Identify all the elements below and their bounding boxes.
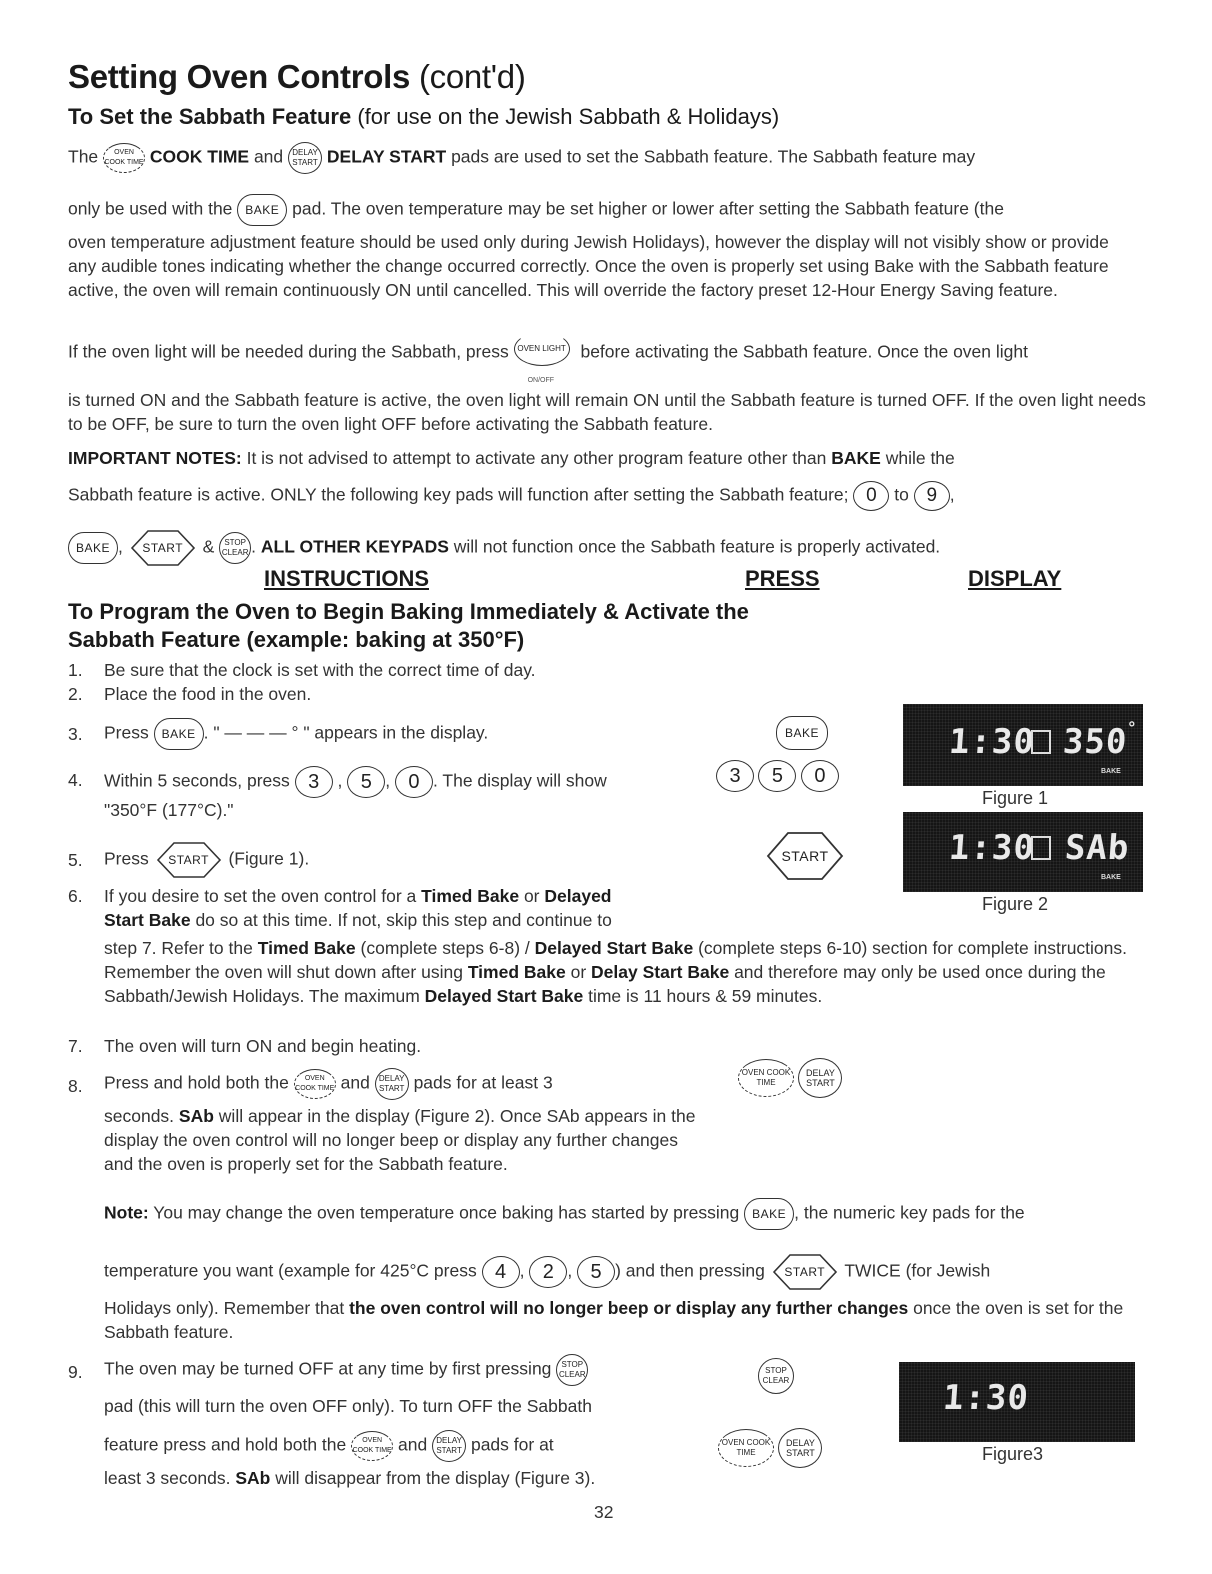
oven-light-line: If the oven light will be needed during the Sabbath, press OVEN LIGHT ON/OFF before activating the Sabbath feature. Once the oven light: [68, 338, 1168, 368]
oven-light-pad-icon: OVEN LIGHT: [514, 332, 570, 366]
step-number: 4.: [68, 770, 83, 790]
figure-3-display: [899, 1362, 1135, 1442]
press-start-pad-icon: START: [764, 830, 846, 882]
important-notes-line-2: Sabbath feature is active. ONLY the following key pads will function after setting the Sabbath feature; 0 to 9 ,: [68, 481, 1188, 511]
four-pad-icon: 4: [482, 1256, 520, 1288]
start-pad-icon: START: [770, 1252, 840, 1292]
section-heading: To Set the Sabbath Feature (for use on the Jewish Sabbath & Holidays): [68, 104, 780, 129]
figure-3-caption: Figure3: [982, 1444, 1044, 1464]
display-bake-label: BAKE: [1101, 768, 1121, 775]
delay-start-pad-icon: DELAY START: [432, 1430, 466, 1462]
step-4-display-text: "350°F (177°C).": [104, 800, 234, 820]
bake-pad-icon: BAKE: [154, 718, 204, 750]
important-notes-line-3: BAKE , START & STOP CLEAR . ALL OTHER KEYPADS will not function once the Sabbath feature is properly activated.: [68, 528, 1188, 568]
cook-time-pad-icon: OVEN COOK TIME: [294, 1069, 336, 1099]
step-4: Within 5 seconds, press 3 , 5 , 0 . The display will show: [104, 766, 724, 798]
display-indicator-box: [1031, 836, 1051, 860]
two-pad-icon: 2: [529, 1256, 567, 1288]
step-number: 3.: [68, 724, 83, 744]
step-number: 9.: [68, 1362, 83, 1382]
step-number: 6.: [68, 886, 83, 906]
press-cook-time-delay-start: [718, 1428, 822, 1468]
bake-pad-icon: BAKE: [744, 1198, 794, 1230]
step-5: Press START (Figure 1).: [104, 840, 309, 880]
step-9-line-2: pad (this will turn the oven OFF only). To turn OFF the Sabbath: [104, 1396, 592, 1416]
step-8-line-1: Press and hold both the OVEN COOK TIME and DELAY START pads for at least 3: [104, 1068, 553, 1100]
step-9-line-4: least 3 seconds. SAb will disappear from the display (Figure 3).: [104, 1468, 596, 1488]
zero-pad-icon: 0: [395, 766, 433, 798]
display-temperature: 350: [1061, 722, 1129, 762]
instructions-heading: INSTRUCTIONS: [264, 566, 429, 591]
note-paragraph: Holidays only). Remember that the oven control will no longer beep or display any further changes once the oven is set for the Sabbath feature.: [104, 1298, 1124, 1342]
step-number: 2.: [68, 684, 83, 704]
display-time: 1:30: [941, 1378, 1031, 1418]
start-pad-icon: START: [128, 528, 198, 568]
oven-light-paragraph: is turned ON and the Sabbath feature is active, the oven light will remain ON until the Sabbath feature is turned OFF. If the oven light needs to be OFF, be sure to turn the oven light OFF before activating the Sabbath feature.: [68, 390, 1146, 434]
intro-paragraph: oven temperature adjustment feature should be used only during Jewish Holidays), however the display will not visibly show or provide any audible tones indicating whether the change occurred correctly. Once the oven is properly set using Bake with the Sabbath feature active, the oven will remain continuously ON until cancelled. This will override the factory preset 12-Hour Energy Saving feature.: [68, 232, 1109, 300]
stop-clear-pad-icon: STOP CLEAR: [219, 532, 251, 564]
step-9-line-3: feature press and hold both the OVEN COOK TIME and DELAY START pads for at: [104, 1430, 554, 1462]
step-number: 7.: [68, 1036, 83, 1056]
note-line-2: temperature you want (example for 425°C press 4 , 2 , 5 ) and then pressing START TWICE (for Jewish: [104, 1252, 1164, 1292]
oven-light-onoff-label: ON/OFF: [527, 377, 555, 384]
step-9-line-1: The oven may be turned OFF at any time by first pressing STOP CLEAR: [104, 1354, 724, 1386]
display-sabbath-code: SAb: [1063, 828, 1131, 868]
five-pad-icon: 5: [347, 766, 385, 798]
step-8-paragraph: seconds. SAb will appear in the display (Figure 2). Once SAb appears in the display the oven control will no longer beep or display any further changes and the oven is properly set for the Sabbath feature.: [104, 1106, 696, 1174]
display-time: 1:30: [947, 722, 1037, 762]
important-notes-line-1: IMPORTANT NOTES: It is not advised to attempt to activate any other program feature other than BAKE while the: [68, 448, 955, 468]
five-pad-icon: 5: [577, 1256, 615, 1288]
figure-2-display: [903, 812, 1143, 892]
intro-line-1: The OVEN COOK TIME COOK TIME and DELAY START DELAY START pads are used to set the Sabbath feature. The Sabbath feature may: [68, 142, 1158, 174]
press-stop-clear-pad-icon: STOP CLEAR: [758, 1358, 794, 1394]
zero-pad-icon: 0: [801, 760, 839, 792]
figure-1-display: [903, 704, 1143, 786]
cook-time-pad-icon: OVEN COOK TIME: [351, 1431, 393, 1461]
delay-start-pad-icon: DELAY START: [778, 1428, 822, 1468]
zero-pad-icon: 0: [853, 481, 889, 511]
program-heading: To Program the Oven to Begin Baking Immediately & Activate the Sabbath Feature (example: baking at 350°F): [68, 599, 749, 652]
three-pad-icon: 3: [295, 766, 333, 798]
three-pad-icon: 3: [716, 760, 754, 792]
display-bake-label: BAKE: [1101, 874, 1121, 881]
bake-pad-icon: BAKE: [68, 532, 118, 564]
page-number: 32: [594, 1502, 614, 1522]
step-number: 1.: [68, 660, 83, 680]
step-6-line-2: Start Bake do so at this time. If not, skip this step and continue to: [104, 910, 612, 930]
start-pad-icon: START: [154, 840, 224, 880]
delay-start-pad-icon: DELAY START: [375, 1068, 409, 1100]
bake-pad-icon: BAKE: [237, 194, 287, 226]
cook-time-pad-icon: OVEN COOK TIME: [103, 143, 145, 173]
step-6-line-1: If you desire to set the oven control for a Timed Bake or Delayed: [104, 886, 612, 906]
step-3: Press BAKE . " — — — ° " appears in the display.: [104, 718, 488, 750]
figure-2-caption: Figure 2: [982, 894, 1049, 914]
press-cook-time-delay-start: [738, 1058, 842, 1098]
press-350-keys: [716, 760, 839, 792]
five-pad-icon: 5: [758, 760, 796, 792]
step-7: The oven will turn ON and begin heating.: [104, 1036, 422, 1056]
note-line-1: Note: You may change the oven temperature once baking has started by pressing BAKE , the numeric key pads for the: [104, 1198, 1164, 1230]
step-2: Place the food in the oven.: [104, 684, 312, 704]
display-heading: DISPLAY: [968, 566, 1062, 591]
step-number: 5.: [68, 850, 83, 870]
nine-pad-icon: 9: [914, 481, 950, 511]
step-1: Be sure that the clock is set with the correct time of day.: [104, 660, 536, 680]
intro-line-2: only be used with the BAKE pad. The oven temperature may be set higher or lower after setting the Sabbath feature (the: [68, 194, 1158, 226]
delay-start-pad-icon: DELAY START: [288, 142, 322, 174]
cook-time-pad-icon: OVEN COOK TIME: [718, 1429, 774, 1467]
display-degree-symbol: °: [1127, 718, 1137, 737]
figure-1-caption: Figure 1: [982, 788, 1049, 808]
display-indicator-box: [1031, 730, 1051, 754]
display-time: 1:30: [947, 828, 1037, 868]
press-heading: PRESS: [745, 566, 820, 591]
step-number: 8.: [68, 1076, 83, 1096]
press-bake-pad-icon: BAKE: [776, 716, 828, 750]
cook-time-pad-icon: OVEN COOK TIME: [738, 1059, 794, 1097]
delay-start-pad-icon: DELAY START: [798, 1058, 842, 1098]
stop-clear-pad-icon: STOP CLEAR: [556, 1354, 588, 1386]
page-title: Setting Oven Controls (cont'd): [68, 58, 526, 95]
step-6-paragraph: step 7. Refer to the Timed Bake (complete steps 6-8) / Delayed Start Bake (complete steps 6-10) section for complete instructions. Remember the oven will shut down after using Timed Bake or Delay Start Bake and therefore may only be used once during the Sabbath/Jewish Holidays. The maximum Delayed Start Bake time is 11 hours & 59 minutes.: [104, 938, 1128, 1006]
